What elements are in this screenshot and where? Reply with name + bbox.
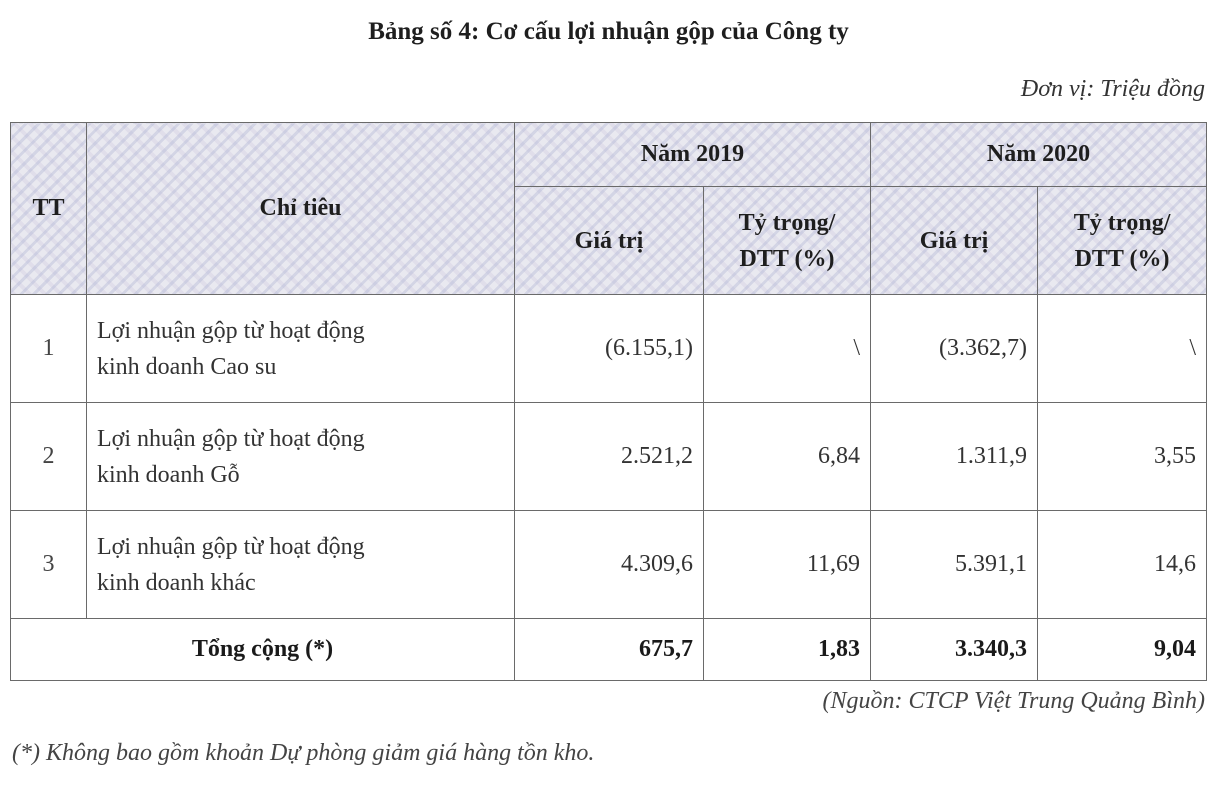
row-tt: 3 — [11, 511, 87, 619]
header-gia-tri-2020: Giá trị — [871, 187, 1038, 295]
row-value-2019: (6.155,1) — [515, 295, 704, 403]
row-value-2020: 1.311,9 — [871, 403, 1038, 511]
source-note: (Nguồn: CTCP Việt Trung Quảng Bình) — [822, 688, 1205, 714]
header-tt: TT — [11, 123, 87, 295]
total-percent-2020: 9,04 — [1038, 619, 1207, 681]
ty-trong-line2: DTT (%) — [1074, 245, 1170, 272]
total-value-2019: 675,7 — [515, 619, 704, 681]
table-title: Bảng số 4: Cơ cấu lợi nhuận gộp của Công ty — [368, 18, 849, 45]
header-ty-trong-2019 — [704, 187, 871, 295]
total-percent-2019: 1,83 — [704, 619, 871, 681]
total-row — [11, 619, 1207, 681]
header-chi-tieu: Chỉ tiêu — [87, 123, 515, 295]
row-name-line1: Lợi nhuận gộp từ hoạt động — [97, 317, 365, 344]
total-value-2020: 3.340,3 — [871, 619, 1038, 681]
row-value-2019: 4.309,6 — [515, 511, 704, 619]
total-label: Tổng cộng (*) — [11, 619, 515, 681]
row-value-2020: (3.362,7) — [871, 295, 1038, 403]
row-value-2020: 5.391,1 — [871, 511, 1038, 619]
table-row — [11, 403, 1207, 511]
ty-trong-line1: Tỷ trọng/ — [738, 209, 836, 236]
row-percent-2019: 11,69 — [704, 511, 871, 619]
ty-trong-line1: Tỷ trọng/ — [1073, 209, 1171, 236]
row-name — [87, 295, 515, 403]
row-name-line1: Lợi nhuận gộp từ hoạt động — [97, 425, 365, 452]
table-row — [11, 295, 1207, 403]
header-year-2020: Năm 2020 — [871, 123, 1207, 187]
row-percent-2020: 3,55 — [1038, 403, 1207, 511]
row-name-line2: kinh doanh Cao su — [97, 353, 277, 380]
header-gia-tri-2019: Giá trị — [515, 187, 704, 295]
row-tt: 2 — [11, 403, 87, 511]
header-year-2019: Năm 2019 — [515, 123, 871, 187]
unit-label: Đơn vị: Triệu đồng — [1020, 76, 1205, 102]
row-name-line1: Lợi nhuận gộp từ hoạt động — [97, 533, 365, 560]
profit-structure-table — [10, 122, 1207, 681]
row-name-line2: kinh doanh Gỗ — [97, 461, 240, 488]
ty-trong-line2: DTT (%) — [739, 245, 835, 272]
row-name-line2: kinh doanh khác — [97, 569, 256, 596]
row-tt: 1 — [11, 295, 87, 403]
footnote: (*) Không bao gồm khoản Dự phòng giảm giá hàng tồn kho. — [12, 740, 595, 766]
row-value-2019: 2.521,2 — [515, 403, 704, 511]
row-percent-2019: 6,84 — [704, 403, 871, 511]
row-percent-2020: \ — [1038, 295, 1207, 403]
row-percent-2020: 14,6 — [1038, 511, 1207, 619]
row-name — [87, 511, 515, 619]
row-percent-2019: \ — [704, 295, 871, 403]
header-ty-trong-2020 — [1038, 187, 1207, 295]
row-name — [87, 403, 515, 511]
table-row — [11, 511, 1207, 619]
